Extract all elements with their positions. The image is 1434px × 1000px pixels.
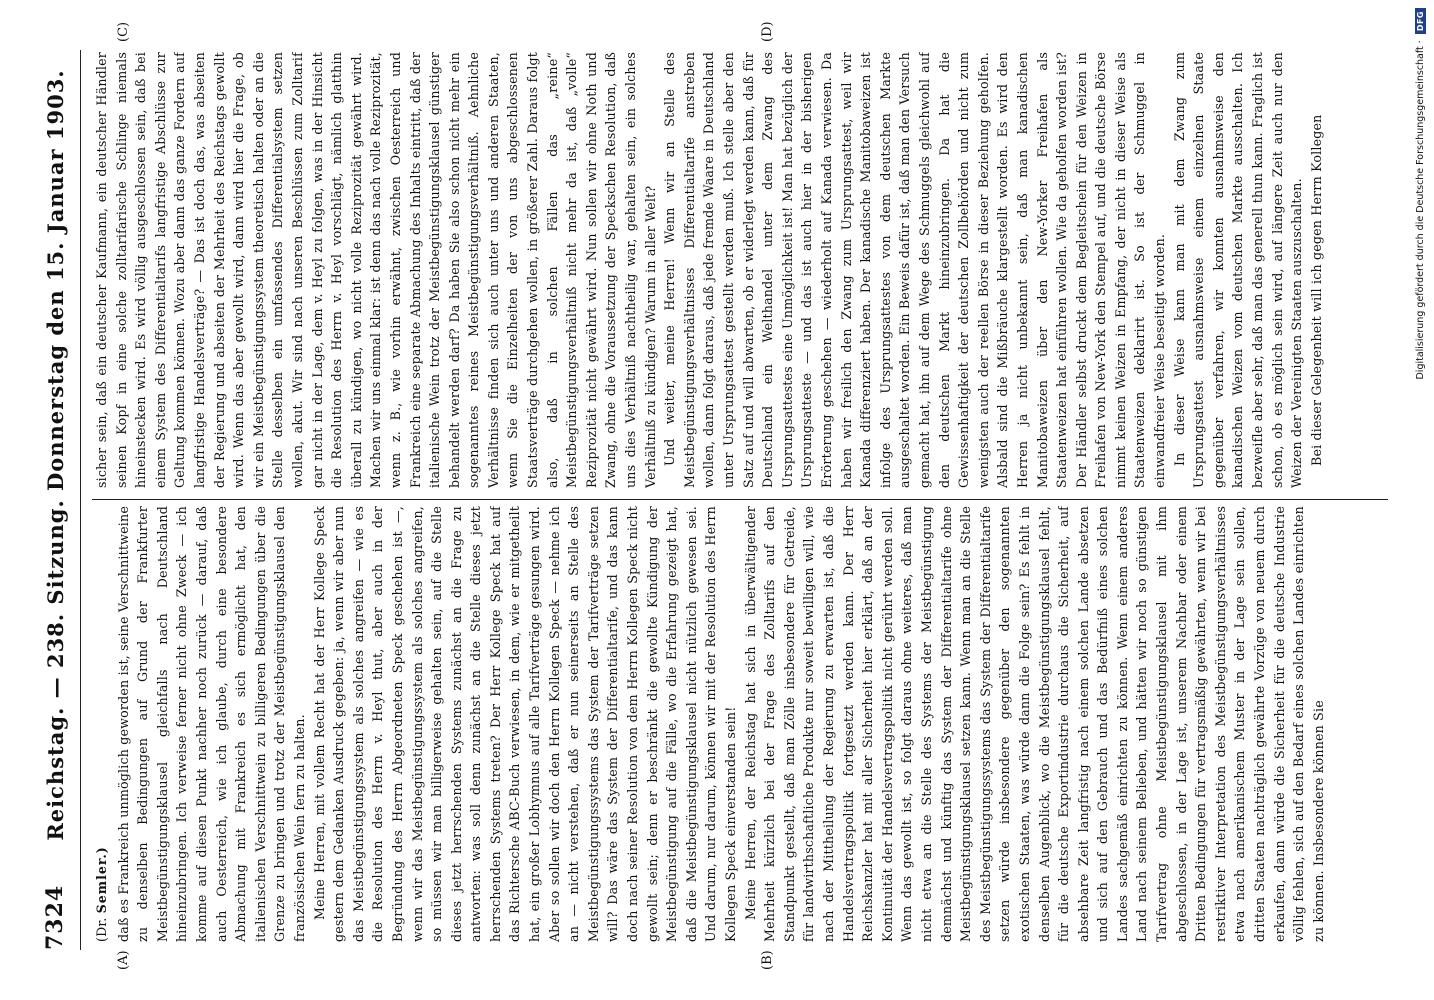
paragraph: daß es Frankreich unmöglich geworden ist, seine Verschnittweine zu denselben Bedingungen auf Grund der Frankfurter Meistbegünstigungsklausel gleichfalls nach Deutschland hineinzubringen. Ich verweise ferner nicht ohne Zweck — ich komme auf diesen Punkt nachher noch zurück — darauf, daß auch Oesterreich, wie ich glaube, durch eine besondere Abmachung mit Frankreich es sich ermöglicht hat, den italienischen Verschnittwein zu billigeren Bedingungen über die Grenze zu bringen und trotz der Meistbegünstigungsklausel den französischen Wein fern zu halten. (115, 506, 307, 942)
paragraph: sicher sein, daß ein deutscher Kaufmann, ein deutscher Händler seinen Kopf in eine solche zolltarifarische Schlinge niemals hineinstecken wird. Es wird völlig ausgeschlossen sein, daß bei einem System des Differentialtarifs langfristige Abschlüsse zur Geltung kommen können. Wozu aber dann das ganze Fordern auf langfristige Handelsverträge? — Das ist doch das, was abseiten der Regierung und abseiten der Mehrheit des Reichstags gewollt wird. Wenn das aber gewollt wird, dann wird hier die Frage, ob wir ein Meistbegünstigungssystem theoretisch halten oder an die Stelle desselben ein umfassendes Differentialsystem setzen wollen, akut. Wir sind nach unseren Beschlüssen zum Zolltarif gar nicht in der Lage, dem v. Heyl zu folgen, was in der Hinsicht die Resolution des Herrn v. Heyl vorschlägt, nämlich glatthin überall zu kündigen, wo nicht volle Reziprozität gewährt wird. Machen wir uns einmal klar: ist denn das nach volle Reziprozität, wenn z. B., wie vorhin erwähnt, zwischen Oesterreich und Frankreich eine separate Abmachung des Inhalts eintritt, daß der italienische Wein trotz der Meistbegünstigungsklausel günstiger behandelt werden darf? Da haben Sie also schon nicht mehr ein sogenanntes reines Meistbegünstigungsverhältniß. Aehnliche Verhältnisse finden sich auch unter uns und anderen Staaten, wenn Sie die Einzelheiten der von uns abgeschlossenen Staatsverträge durchgehen wollen, in größerer Zahl. Daraus folgt also, daß in solchen Fällen das „reine“ Meistbegünstigungsverhältniß nicht mehr da ist, daß „volle“ Reziprozität nicht gewährt wird. Nun sollen wir ohne Noth und Zwang, ohne die Voraussetzung der Speckschen Resolution, daß uns dies Verhältniß nachtheilig war, gehalten sein, ein solches Verhältniß zu kündigen? Warum in aller Welt? (94, 52, 658, 488)
speaker-name: Semler.) (94, 846, 109, 914)
speaker-prefix: (Dr. (94, 917, 109, 942)
paragraph: Meine Herren, mit vollem Recht hat der Herr Kollege Speck gestern dem Gedanken Ausdruck gegeben: ja, wenn wir aber nun das Meistbegünstigungssystem als solches angreifen — wie es die Resolution des Herrn v. Heyl thut, aber auch in der Begründung des Herrn Abgeordneten Speck geschehen ist —, wenn wir das Meistbegünstigungssystem als solches angreifen, so müssen wir man billigerweise gehalten sein, auf die Stelle dieses jetzt herrschenden Systems zunächst an die Frage zu antworten: was soll denn zunächst an die Stelle dieses jetzt herrschenden Systems treten? Der Herr Kollege Speck hat auf das Richtersche ABC-Buch verwiesen, in dem, wie er mitgetheilt hat, ein großer Lobhymnus auf alle Tarifverträge gesungen wird. Aber so sollen wir doch den Herrn Kollegen Speck — nehme ich an — nicht verstehen, daß er nun seinerseits an Stelle des Meistbegünstigungssystems das System der Tarifverträge setzen will? Das wäre das System der Differentialtarife, und das kann doch nach seiner Resolution von dem Herrn Kollegen Speck nicht gewollt sein; denn er beschränkt die gewollte Kündigung der Meistbegünstigung auf die Fälle, wo die Erfahrung gezeigt hat, daß die Meistbegünstigungsklausel nicht nützlich gewesen sei. Und darum, nur darum, können wir mit der Resolution des Herrn Kollegen Speck einverstanden sein! (311, 506, 738, 942)
running-title: Reichstag. — 238. Sitzung. Donnerstag den 15. Januar 1903. (42, 69, 68, 841)
dfg-logo: DFG (1415, 8, 1426, 34)
margin-marker-a: (A) (116, 950, 131, 970)
rotated-document-page (20, 20, 1400, 980)
column-divider (92, 499, 1388, 500)
paragraph: In dieser Weise kann man mit dem Zwang zum Ursprungsattest ausnahmsweise einem einzelnen Staate gegenüber verfahren, wir konnten ausnahmsweise den kanadischen Weizen vom deutschen Markte ausschalten. Ich bezweifle aber sehr, daß man das generell thun kann. Fraglich ist schon, ob es möglich sein wird, auf längere Zeit auch nur den Weizen der Vereinigten Staaten auszuschalten. (1171, 52, 1305, 488)
paragraph: Meine Herren, der Reichstag hat sich in überwältigender Mehrheit kürzlich bei der Frage des Zolltarifs auf den Standpunkt gestellt, daß man Zölle insbesondere für Getreide, für landwirthschaftliche Produkte nur soweit bewilligen will, wie nach der Mittheilung der Regierung zu erwarten ist, daß die Handelsvertragspolitik fortgesetzt werden kann. Der Herr Reichskanzler hat mit aller Sicherheit hier erklärt, daß an der Kontinuität der Handelsvertragspolitik nicht gerührt werden soll. Wenn das gewollt ist, so folgt daraus ohne weiteres, daß man nicht etwa an die Stelle des Systems der Meistbegünstigung demnächst und künftig das System der Differentialtarife ohne Meistbegünstigungsklausel setzen kann. Wenn man an die Stelle des Meistbegünstigungssystems das System der Differentialtarife setzen würde insbesondere gegenüber den sogenannten exotischen Staaten, was würde dann die Folge sein? Es fehlt in denselben Augenblick, wo die Meistbegünstigungsklausel fehlt, für die deutsche Exportindustrie durchaus die Sicherheit, auf absehbare Zeit langfristig nach einem solchen Lande absetzen und sich auf den Gebrauch und das Bedürfniß eines solchen Landes sachgemäß einrichten zu können. Wenn einem anderes Land nach seinem Belieben, und hätten wir noch so günstigen Tarifvertrag ohne Meistbegünstigungsklausel mit ihm abgeschlossen, in der Lage ist, unserem Nachbar oder einem Dritten Bedingungen für vertragsmäßig gewährten, wenn wir bei restriktiver Interpretation des Meistbegünstigungsverhältnisses etwa nach amerikanischem Muster in der Lage sein sollen, dritten Staaten nachträglich gewährte Vorzüge von neuem durch erkaufen, dann würde die Sicherheit für die deutsche Industrie völlig fehlen, sich auf den Bedarf eines solchen Landes einrichten zu können. Insbesondere können Sie (742, 506, 1326, 942)
speaker-label (92, 506, 112, 942)
margin-marker-d: (D) (760, 21, 775, 42)
margin-marker-b: (B) (760, 950, 775, 970)
left-text-column (92, 506, 1390, 942)
paragraph: Und weiter, meine Herren! Wenn wir an Stelle des Meistbegünstigungsverhältnisses Differentialtarife anstreben wollen, dann folgt daraus, daß jede fremde Waare in Deutschland unter Ursprungsattest gestellt werden muß. Ich stelle aber den Satz auf und will abwarten, ob er widerlegt werden kann, daß für Deutschland ein Welthandel unter dem Zwang des Ursprungsattestes eine Unmöglichkeit ist! Man hat bezüglich der Ursprungsatteste — und das ist auch hier in der bisherigen Erörterung geschehen — wiederholt auf Kanada verwiesen. Da haben wir freilich den Zwang zum Ursprungsattest, weil wir Kanada differenziert haben. Der kanadische Manitobaweizen ist infolge des Ursprungsattestes von dem deutschen Markte ausgeschaltet worden. Ein Beweis dafür ist, daß man den Versuch gemacht hat, ihn auf dem Wege des Schmuggels gleichwohl auf den deutschen Markt hineinzubringen. Da hat die Gewissenhaftigkeit der deutschen Zollbehörden und nicht zum wenigsten auch der reellen Börse in dieser Beziehung geholfen. Alsbald sind die Mißbräuche klargestellt worden. Es wird den Herren ja nicht unbekannt sein, daß man kanadischen Manitobaweizen über den New-Yorker Freihafen als Staatenweizen hat einführen wollen. Wie da geholfen worden ist? Der Händler selbst druckt dem Begleitschein für den Weizen in Freihafen von New-York den Stempel auf, und die deutsche Börse nimmt keinen Weizen in Empfang, der nicht in dieser Weise als Staatenweizen deklarirt ist. So ist der Schmuggel in einwandfreier Weise beseitigt worden. (662, 52, 1168, 488)
margin-marker-c: (C) (116, 21, 131, 42)
page-header (30, 50, 81, 950)
digitization-credit (1411, 8, 1429, 992)
page-number: 7324 (42, 884, 68, 950)
paragraph: Bei dieser Gelegenheit will ich gegen Herrn Kollegen (1308, 114, 1324, 466)
credit-text: Digitalisierung gefördert durch die Deutsche Forschungsgemeinschaft · (1414, 40, 1426, 380)
right-text-column (92, 52, 1390, 488)
